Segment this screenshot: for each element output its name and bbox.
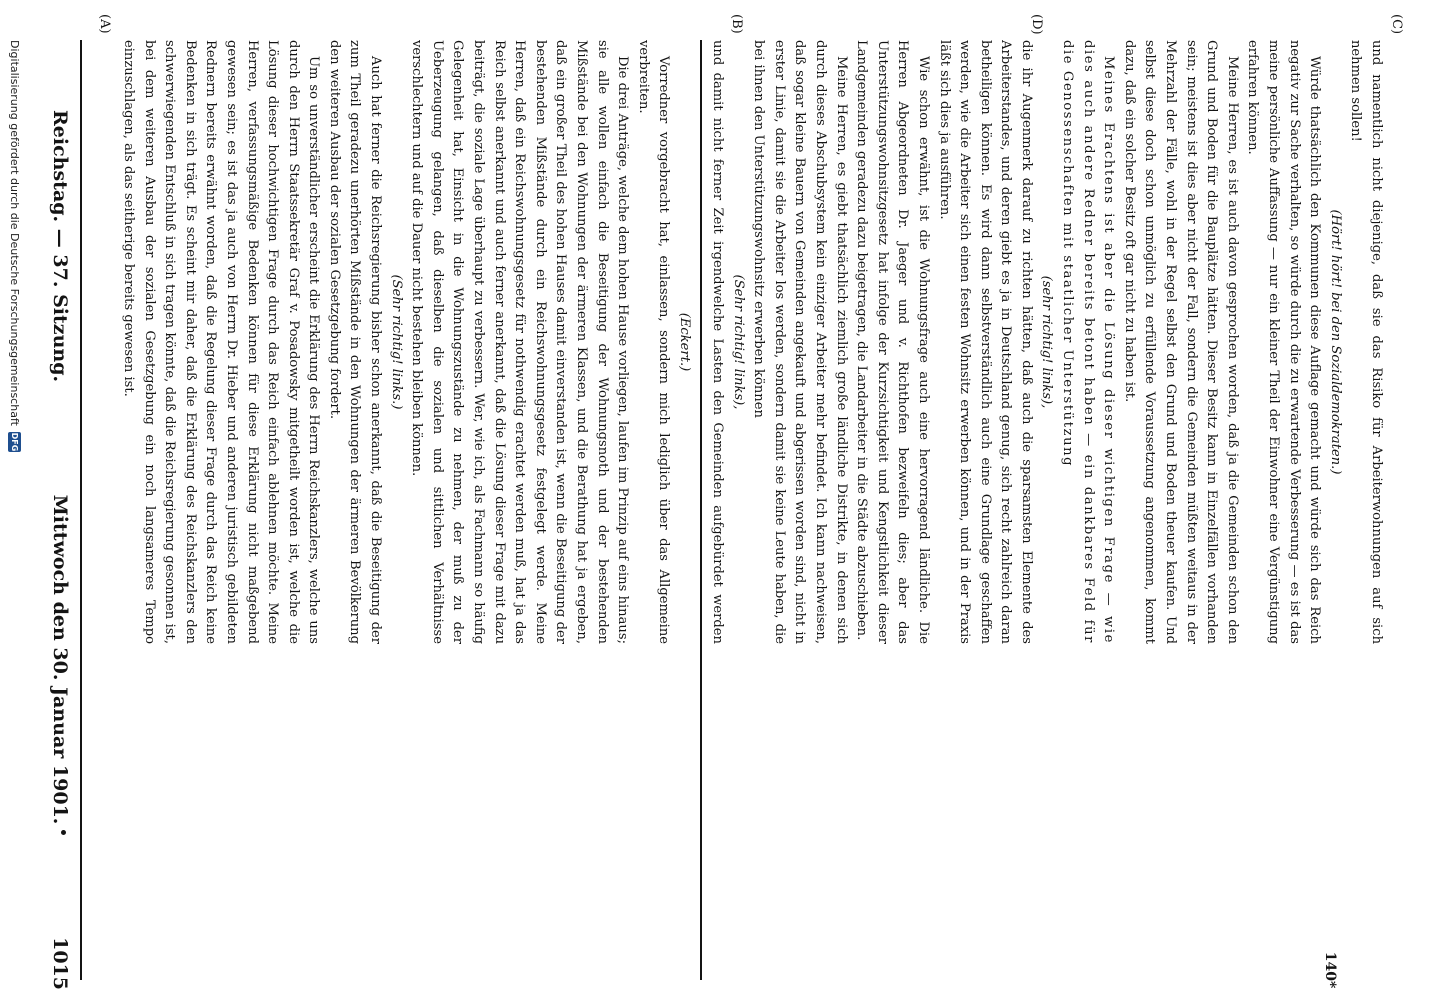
margin-mark-right-top: (C) — [1389, 14, 1404, 35]
text-column-right — [706, 40, 1386, 644]
paragraph: die ihr Augenmerk darauf zu richten hätten, daß auch die sparsamsten Elemente des Arbeiterstandes, und deren giebt es ja in Deutschland genug, sich recht zahlreich daran betheiligen können. Es wird dann selbstverständlich auch eine Grundlage geschaffen werden, wie die Arbeiter sich einen festen Wohnsitz erwerben können, und in der Praxis läßt sich dies ja ausführen. — [936, 40, 1034, 644]
header-title-right: Mittwoch den 30. Januar 1901. — [49, 494, 71, 825]
margin-mark-left-top: (A) — [97, 14, 112, 34]
paragraph: Meine Herren, es giebt thatsächlich ziemlich große ländliche Distrikte, in denen sich durch dieses Abschubsystem kein einziger Arbeiter mehr befindet. Ich kann nachweisen, daß sogar kleine Bauern von Gemeinden angekauft und abgerissen worden sind, nicht in erster Linie, damit sie die Arbeiter los werden, sondern damit sie keine Leute haben, die bei ihnen den Unterstützungswohnsitz erwerben können — [751, 40, 849, 644]
paragraph: und namentlich nicht diejenige, daß sie das Risiko für Arbeiterwohnungen auf sich nehmen sollen! — [1348, 40, 1384, 644]
paragraph: Würde thatsächlich den Kommunen diese Auflage gemacht und würde sich das Reich negativ zur Sache verhalten, so würde durch die zu erwartende Verbesserung — es ist das meine persönliche Auffassung — nur ein kleiner Theil der Einwohner eine Vergünstigung erfahren können. — [1245, 40, 1323, 644]
header-title-left: Reichstag. — 37. Sitzung. — [49, 110, 71, 383]
paragraph: Meine Herren, es ist auch davon gesprochen worden, daß ja die Gemeinden schon den Grund und Boden für die Bauplätze hätten. Dieser Besitz kann in Einzelfällen vorhanden sein; meistens ist dies aber nicht der Fall, sondern die Gemeinden müßten weitaus in der Mehrzahl der Fälle, wohl in der Regel selbst den Grund und Boden theuer kaufen. Und selbst diese doch schon unmöglich zu erfüllende Voraussetzung angenommen, kommt dazu, daß ein solcher Besitz oft gar nicht zu haben ist. — [1121, 40, 1240, 644]
margin-mark-right-bottom: (D) — [1029, 14, 1044, 35]
text-column-left — [92, 40, 694, 644]
dfg-logo-icon: DFG — [10, 432, 20, 452]
digitization-note: Digitalisierung gefördert durch die Deutsche Forschungsgemeinschaft — [8, 40, 22, 426]
page-header — [42, 110, 78, 990]
paragraph: Wie schon erwähnt, ist die Wohnungsfrage auch eine hervorragend ländliche. Die Herren Abgeordneten Dr. Jaeger und v. Richthofen bezweifeln dies; aber das Unterstützungswohnsitzgesetz hat infolge der Kurzsichtigkeit und Kengstlichkeit dieser Landgemeinden geradezu dazu beigetragen, die Landarbeiter in die Städte abzuschieben. — [854, 40, 931, 644]
header-page-number: 1015 — [49, 937, 71, 990]
interjection: (Hört! hört! bei den Sozialdemokraten.) — [1327, 209, 1343, 475]
paragraph: Um so unverständlicher erscheint die Erklärung des Herrn Reichskanzlers, welche uns durch den Herrn Staatssekretär Graf v. Posadowsky mitgetheilt worden ist, welche die Lösung dieser hochwichtigen Frage durch das Reich einfach ablehnen möchte. Meine Herren, verfassungsmäßige Bedenken können für diese Erklärung nicht maßgebend gewesen sein; es ist das ja auch von Herrn Dr. Hieber und anderen juristisch gebildeten Rednern bereits erwähnt worden, daß die Regelung dieser Frage durch das Reich keine Bedenken in sich trägt. Es scheint mir daher, daß die Erklärung des Reichskanzlers den schwerwiegenden Entschluß in sich tragen könnte, daß die Reichsregierung gesonnen ist, bei dem weiteren Ausbau der sozialen Gesetzgebung ein noch langsameres Tempo einzuschlagen, als das seitherige bereits gewesen ist. — [120, 40, 322, 644]
paragraph: und damit nicht ferner Zeit irgendwelche Lasten den Gemeinden aufgebürdet werden — [710, 40, 725, 644]
header-rule — [80, 40, 82, 980]
paragraph: Vorredner vorgebracht hat, einlassen, sondern mich lediglich über das Allgemeine verbreiten. — [635, 40, 672, 644]
paragraph: Meines Erachtens ist aber die Lösung dieser wichtigen Frage — wie dies auch andere Redner bereits betont haben — ein dankbares Feld für die Genossenschaften mit staatlicher Unterstützung — [1060, 40, 1117, 644]
speaker-name: (Eckert.) — [677, 312, 692, 372]
margin-mark-left-bottom: (B) — [729, 14, 744, 34]
signature-mark: 140* — [1322, 951, 1338, 989]
paragraph: Die drei Anträge, welche dem hohen Hause vorliegen, laufen im Prinzip auf eins hinaus; sie alle wollen einfach die Beseitigung der Wohnungsnoth und der bestehenden Mißstände bei den Wohnungen der ärmeren Klassen, und die Berathung hat ja ergeben, daß ein großer Theil des hohen Hauses damit einverstanden ist, wenn die Beseitigung der bestehenden Mißstände durch ein Reichswohnungsgesetz festgelegt werde. Meine Herren, daß ein Reichswohnungsgesetz für nothwendig erachtet werden muß, hat ja das Reich selbst anerkannt und auch ferner anerkannt, daß die Lösung dieser Frage mit dazu beiträgt, die soziale Lage überhaupt zu verbessern. Wer, wie ich, als Fachmann so häufig Gelegenheit hat, Einsicht in die Wohnungszustände zu nehmen, der muß zu der Ueberzeugung gelangen, daß dieselben die sozialen und sittlichen Verhältnisse verschlechtern und auf die Dauer nicht bestehen bleiben können. — [409, 40, 631, 644]
digitization-footer — [6, 40, 24, 980]
column-divider-rule — [701, 40, 703, 980]
interjection: (Sehr richtig! links.) — [388, 274, 404, 410]
interjection: (Sehr richtig! links), — [730, 274, 746, 410]
interjection: (sehr richtig! links), — [1039, 275, 1055, 409]
paragraph: Auch hat ferner die Reichsregierung bisher schon anerkannt, daß die Beseitigung der zum Theil geradezu unerhörten Mißstände in den Wohnungen der ärmeren Bevölkerung den weiteren Ausbau der sozialen Gesetzgebung fordert. — [326, 40, 384, 644]
header-dot — [61, 830, 66, 835]
